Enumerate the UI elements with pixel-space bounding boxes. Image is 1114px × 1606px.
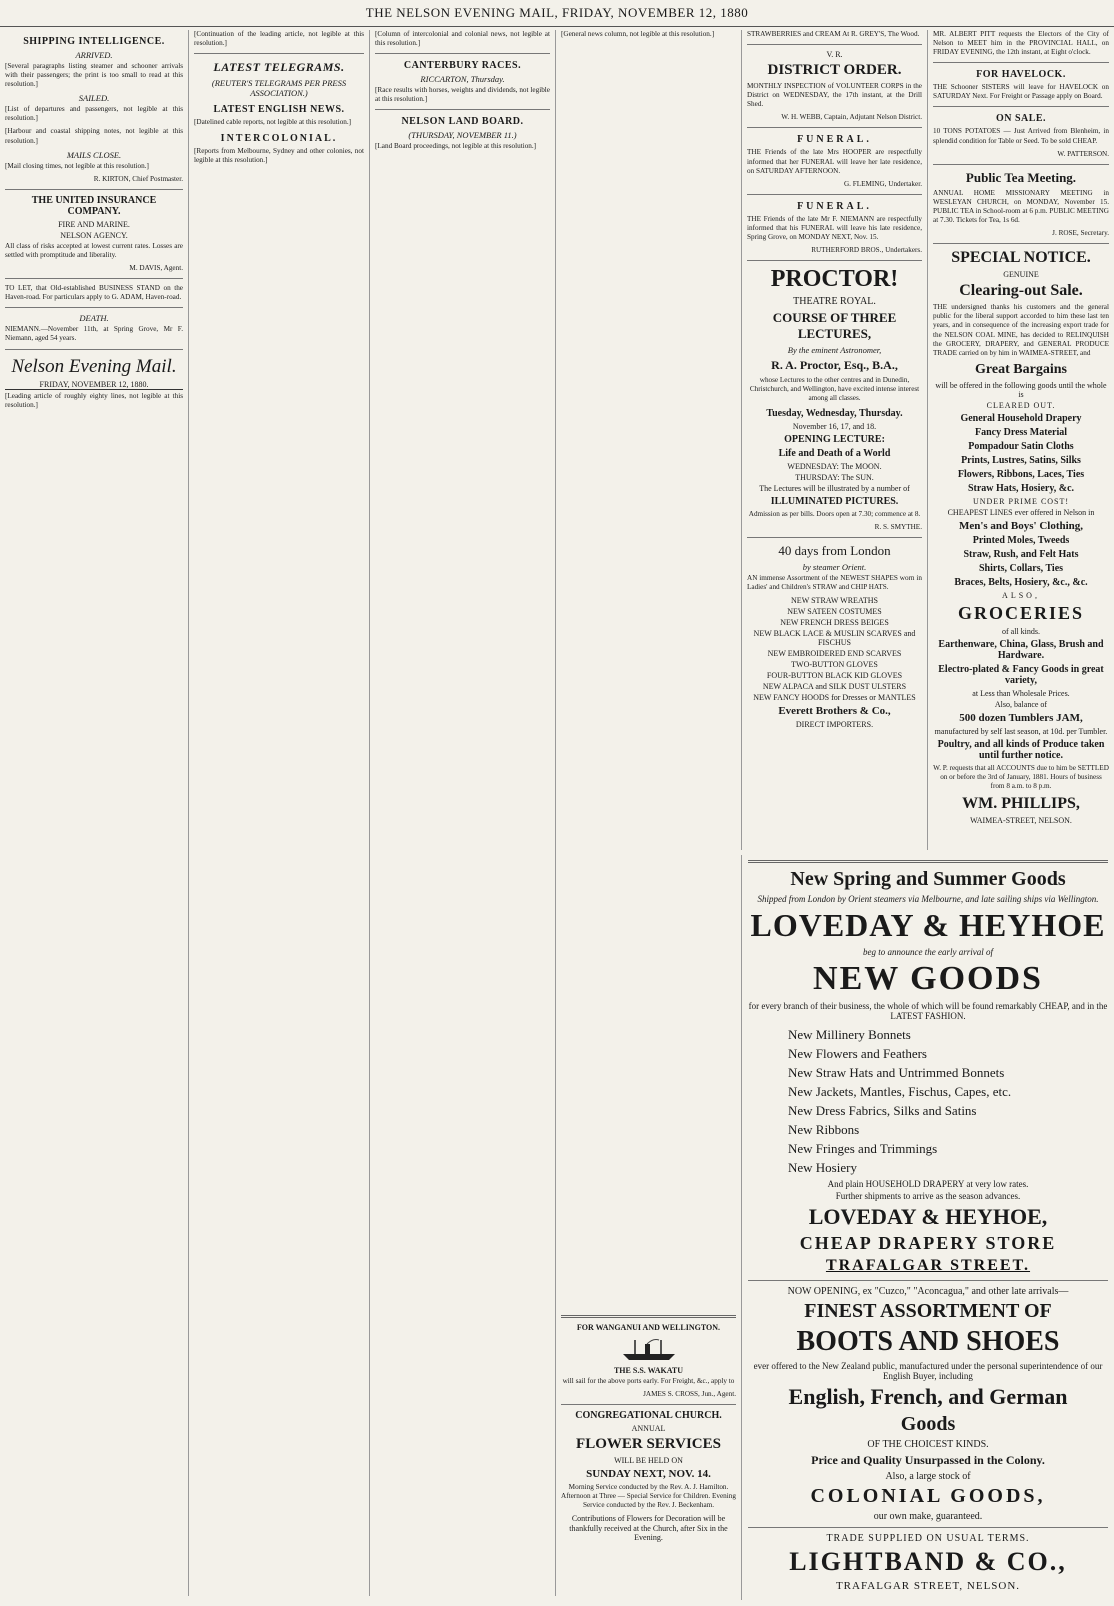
races-heading: CANTERBURY RACES.	[403, 60, 522, 72]
bargains-sub: will be offered in the following goods until the whole is	[935, 380, 1107, 399]
electroplated: Electro-plated & Fancy Goods in great variety,	[938, 663, 1104, 686]
ads-block	[561, 1310, 736, 1546]
insurance-agency: NELSON AGENCY.	[60, 230, 128, 240]
phillips-name: WM. PHILLIPS,	[962, 795, 1080, 813]
price-quality: Price and Quality Unsurpassed in the Colony.	[811, 1453, 1045, 1467]
flower-services-title: FLOWER SERVICES	[576, 1436, 721, 1453]
also-large: Also, a large stock of	[885, 1471, 971, 1482]
onsale-text: 10 TONS POTATOES — Just Arrived from Blenheim, in splendid condition for Table or Seed. To be sold CHEAP.	[933, 127, 1109, 145]
column-2-text: [Continuation of the leading article, not legible at this resolution.]	[194, 30, 364, 48]
beg-line: beg to announce the early arrival of	[863, 947, 993, 957]
insurance-sub: FIRE AND MARINE.	[58, 219, 130, 229]
all-kinds: of all kinds.	[1002, 626, 1040, 636]
strawberries-ad: STRAWBERRIES and CREAM At R. GREY'S, The Wood.	[747, 30, 920, 38]
races-text: [Race results with horses, weights and dividends, not legible at this resolution.]	[375, 86, 550, 104]
telegrams-sub: (REUTER'S TELEGRAMS PER PRESS ASSOCIATION.)	[211, 78, 347, 99]
death-text: NIEMANN.—November 11th, at Spring Grove, Mr F. Niemann, aged 54 years.	[5, 325, 183, 343]
ship-ad-agent: JAMES S. CROSS, Jun., Agent.	[643, 1390, 736, 1399]
list-item: NEW STRAW WREATHS	[791, 595, 878, 605]
genuine: GENUINE	[1003, 270, 1039, 280]
accounts: W. P. requests that all ACCOUNTS due to him be SETTLED on or before the 3rd of January, 1881. Hours of business from 8 a.m. to 8 p.m.	[933, 763, 1109, 790]
sailed-heading: SAILED.	[78, 93, 110, 104]
lightband-title: LIGHTBAND & CO.,	[789, 1547, 1067, 1576]
column-1	[0, 30, 188, 1596]
steamer-line: by steamer Orient.	[802, 561, 867, 572]
phillips-street: WAIMEA-STREET, NELSON.	[970, 816, 1072, 826]
trafalgar-street: TRAFALGAR STREET.	[825, 1257, 1031, 1274]
paper-date: FRIDAY, NOVEMBER 12, 1880.	[5, 380, 183, 390]
forty-days: 40 days from London	[778, 542, 891, 558]
list-item: New Flowers and Feathers	[788, 1046, 927, 1061]
new-goods-list	[788, 1027, 1108, 1176]
lecture-days: Tuesday, Wednesday, Thursday.	[766, 407, 903, 419]
list-item: TWO-BUTTON GLOVES	[791, 659, 878, 669]
spring-goods: New Spring and Summer Goods	[790, 868, 1066, 890]
editorial-text: [Leading article of roughly eighty lines, not legible at this resolution.]	[5, 391, 183, 409]
church-annual: ANNUAL	[631, 1424, 666, 1434]
lecture-thu: THURSDAY: The SUN.	[795, 472, 874, 482]
list-item: NEW ALPACA and SILK DUST ULSTERS	[762, 681, 907, 691]
list-item: Flowers, Ribbons, Laces, Ties	[957, 468, 1085, 480]
illustrated-pre: The Lectures will be illustrated by a number of	[759, 483, 910, 493]
new-goods: NEW GOODS	[813, 960, 1043, 997]
masthead	[0, 0, 1114, 27]
list-item: New Dress Fabrics, Silks and Satins	[788, 1103, 977, 1118]
plain-drapery: And plain HOUSEHOLD DRAPERY at very low rates.	[827, 1179, 1029, 1189]
list-item: FOUR-BUTTON BLACK KID GLOVES	[766, 670, 903, 680]
mens-5: Braces, Belts, Hosiery, &c., &c.	[954, 576, 1088, 588]
immense-text: AN immense Assortment of the NEWEST SHAPES worn in Ladies' and Children's STRAW and CHIP HATS.	[747, 573, 922, 591]
groceries: GROCERIES	[957, 602, 1085, 623]
district-order-sign: W. H. WEBB, Captain, Adjutant Nelson District.	[781, 113, 922, 122]
list-item: General Household Drapery	[960, 412, 1082, 424]
church-date: SUNDAY NEXT, NOV. 14.	[586, 1468, 711, 1481]
clearing-sale: Clearing-out Sale.	[959, 282, 1083, 300]
list-item: NEW FANCY HOODS for Dresses or MANTLES	[753, 692, 916, 702]
boots-text: ever offered to the New Zealand public, manufactured under the personal superintendence of our English Buyer, including	[753, 1361, 1103, 1381]
mails-heading: MAILS CLOSE.	[66, 149, 122, 160]
colonial-goods: COLONIAL GOODS,	[810, 1485, 1046, 1507]
sailed-text: [List of departures and passengers, not legible at this resolution.]	[5, 105, 183, 123]
goods-list-6	[933, 413, 1109, 494]
finest-assortment: FINEST ASSORTMENT OF	[804, 1300, 1052, 1322]
lecture-dates: November 16, 17, and 18.	[792, 421, 877, 431]
ship-ad-text: will sail for the above ports early. For Freight, &c., apply to	[562, 1377, 735, 1385]
english-french-german: English, French, and German	[788, 1384, 1068, 1409]
proctor-title: PROCTOR!	[770, 266, 899, 293]
list-item: NEW EMBROIDERED END SCARVES	[767, 648, 902, 658]
lecture-life: Life and Death of a World	[778, 447, 891, 459]
own-make: our own make, guaranteed.	[873, 1511, 983, 1522]
loveday-title: LOVEDAY & HEYHOE	[750, 907, 1106, 943]
insurance-text: All class of risks accepted at lowest current rates. Losses are settled with promptitude and liberality.	[5, 241, 183, 259]
boots-shoes: BOOTS AND SHOES	[796, 1326, 1060, 1357]
tea-sign: J. ROSE, Secretary.	[1052, 229, 1109, 238]
shipped-line: Shipped from London by Orient steamers via Melbourne, and late sailing ships via Wellington.	[757, 894, 1099, 904]
lectures-text: whose Lectures to the other centres and in Dunedin, Christchurch, and Wellington, have excited intense interest among all classes.	[749, 376, 920, 403]
column-6	[927, 30, 1114, 850]
havelock-text: THE Schooner SISTERS will leave for HAVELOCK on SATURDAY Next. For Freight or Passage apply on Board.	[933, 83, 1109, 101]
church-will: WILL BE HELD ON	[614, 1456, 683, 1466]
tea-text: ANNUAL HOME MISSIONARY MEETING in WESLEYAN CHURCH, on MONDAY, November 15. PUBLIC TEA in School-room at 6 p.m. PUBLIC MEETING at 7.30. Tickets for Tea, 1s 6d.	[933, 188, 1109, 225]
wide-ad-block	[741, 855, 1114, 1600]
column-3	[369, 30, 555, 1596]
list-item: New Hosiery	[788, 1160, 857, 1175]
list-item: NEW FRENCH DRESS BEIGES	[780, 617, 889, 627]
column-2	[188, 30, 369, 1596]
everett-name: Everett Brothers & Co.,	[778, 704, 891, 717]
cleared-out: CLEARED OUT.	[986, 400, 1056, 410]
balance: Also, balance of	[994, 699, 1048, 709]
list-item: New Jackets, Mantles, Fischus, Capes, etc.	[788, 1084, 1012, 1099]
column-5	[741, 30, 927, 850]
paper-title: Nelson Evening Mail.	[11, 355, 177, 377]
lectures-title: COURSE OF THREE LECTURES,	[772, 310, 897, 342]
column-3-text: [Column of intercolonial and colonial news, not legible at this resolution.]	[375, 30, 550, 48]
lectures-sign: R. S. SMYTHE.	[874, 522, 922, 531]
lecture-wed: WEDNESDAY: The MOON.	[787, 461, 882, 471]
cheapest-lines: CHEAPEST LINES ever offered in Nelson in	[947, 507, 1095, 517]
church-text: Morning Service conducted by the Rev. A. J. Hamilton. Afternoon at Three — Special Service for Children. Evening Service conducted by the Rev. J. Beckenham.	[561, 1483, 736, 1510]
list-item: NEW BLACK LACE & MUSLIN SCARVES and FISCHUS	[753, 628, 916, 647]
land-board-heading: NELSON LAND BOARD.	[401, 116, 524, 128]
masthead-title: THE NELSON EVENING MAIL, FRIDAY, NOVEMBER 12, 1880	[365, 5, 749, 20]
insurance-agent: M. DAVIS, Agent.	[129, 264, 183, 273]
list-item: New Ribbons	[788, 1122, 860, 1137]
ship-icon	[619, 1336, 679, 1362]
district-order-text: MONTHLY INSPECTION of VOLUNTEER CORPS in the District on WEDNESDAY, the 17th instant, at the Drill Shed.	[747, 82, 922, 109]
ship-ad-name: THE S.S. WAKATU	[613, 1366, 684, 1375]
intercolonial-text: [Reports from Melbourne, Sydney and other colonies, not legible at this resolution.]	[194, 147, 364, 165]
list-item: New Millinery Bonnets	[788, 1027, 911, 1042]
earthenware: Earthenware, China, Glass, Brush and Hardware.	[938, 638, 1104, 661]
funeral-2-sign: RUTHERFORD BROS., Undertakers.	[811, 246, 922, 255]
arrived-text: [Several paragraphs listing steamer and schooner arrivals with their passengers; the print is too small to read at this resolution.]	[5, 62, 183, 89]
further-shipments: Further shipments to arrive as the season advances.	[835, 1191, 1021, 1201]
insurance-title: THE UNITED INSURANCE COMPANY.	[31, 194, 157, 217]
races-sub: RICCARTON, Thursday.	[420, 74, 505, 85]
list-item: Prints, Lustres, Satins, Silks	[961, 454, 1081, 466]
telegrams-heading: LATEST TELEGRAMS.	[213, 60, 345, 75]
theatre-name: THEATRE ROYAL.	[793, 296, 876, 308]
trade-supplied: TRADE SUPPLIED ON USUAL TERMS.	[826, 1533, 1030, 1544]
jam-dozen: 500 dozen Tumblers JAM,	[959, 711, 1083, 724]
prime-cost: UNDER PRIME COST!	[972, 496, 1070, 506]
intercolonial-heading: INTERCOLONIAL.	[220, 133, 338, 145]
to-let-ad: TO LET, that Old-established BUSINESS STAND on the Haven-road. For particulars apply to G. ADAM, Haven-road.	[5, 284, 183, 302]
onsale-sign: W. PATTERSON.	[1057, 149, 1109, 158]
list-item: Straw Hats, Hosiery, &c.	[967, 482, 1075, 494]
arrived-heading: ARRIVED.	[75, 50, 113, 60]
clearing-text: THE undersigned thanks his customers and the general public for the liberal support accorded to him these last ten years, and in consequence of the increasing export trade for the NELSON COAL MINE, has decided to RELINQUISH the GROCERY, DRAPERY, and GENERAL PRODUCE TRADE carried on by him in WAIMEA-STREET, and	[933, 303, 1109, 357]
church-heading: CONGREGATIONAL CHURCH.	[575, 1410, 722, 1422]
land-board-text: [Land Board proceedings, not legible at this resolution.]	[375, 142, 537, 151]
lectures-by: By the eminent Astronomer,	[787, 345, 882, 356]
vr-mark: V. R.	[826, 50, 843, 60]
every-branch: for every branch of their business, the whole of which will be found remarkably CHEAP, and in the LATEST FASHION.	[748, 1001, 1108, 1021]
mens-4: Shirts, Collars, Ties	[978, 562, 1064, 574]
funeral-1-heading: FUNERAL.	[797, 134, 872, 146]
cheap-drapery: CHEAP DRAPERY STORE	[799, 1233, 1057, 1253]
poultry: Poultry, and all kinds of Produce taken until further notice.	[937, 738, 1105, 761]
everett-sub: DIRECT IMPORTERS.	[795, 719, 874, 729]
mails-text: [Mail closing times, not legible at this resolution.]	[5, 161, 149, 170]
also-label: ALSO,	[1002, 590, 1040, 600]
tea-heading: Public Tea Meeting.	[965, 169, 1077, 185]
column-4	[555, 30, 741, 1596]
mails-signature: R. KIRTON, Chief Postmaster.	[93, 174, 183, 183]
english-news-heading: LATEST ENGLISH NEWS.	[213, 104, 345, 116]
district-order-title: DISTRICT ORDER.	[767, 62, 902, 79]
illuminated-pictures: ILLUMINATED PICTURES.	[770, 495, 899, 507]
list-item: New Straw Hats and Untrimmed Bonnets	[788, 1065, 1005, 1080]
list-item: NEW SATEEN COSTUMES	[787, 606, 882, 616]
telegrams-text: [Datelined cable reports, not legible at this resolution.]	[194, 118, 352, 127]
great-bargains: Great Bargains	[975, 361, 1067, 377]
lecturer-name: R. A. Proctor, Esq., B.A.,	[771, 358, 898, 373]
funeral-1-text: THE Friends of the late Mrs HOOPER are respectfully informed that her FUNERAL will leave her late residence, on SATURDAY AFTERNOON.	[747, 148, 922, 175]
now-opening: NOW OPENING, ex "Cuzco," "Aconcagua," and other late arrivals—	[787, 1286, 1069, 1297]
port-text: [Harbour and coastal shipping notes, not legible at this resolution.]	[5, 127, 183, 145]
havelock-heading: FOR HAVELOCK.	[976, 69, 1066, 81]
special-notice: SPECIAL NOTICE.	[951, 249, 1091, 267]
low-price: at Less than Wholesale Prices.	[972, 688, 1070, 698]
mens-clothing: Men's and Boys' Clothing,	[958, 519, 1084, 532]
church-foot: Contributions of Flowers for Decoration will be thankfully received at the Church, after Six in the Evening.	[569, 1514, 728, 1542]
mens-3: Straw, Rush, and Felt Hats	[963, 548, 1079, 560]
lightband-address: TRAFALGAR STREET, NELSON.	[835, 1580, 1021, 1592]
column-4-text: [General news column, not legible at this resolution.]	[561, 30, 715, 38]
funeral-1-sign: G. FLEMING, Undertaker.	[843, 179, 922, 188]
list-item: Fancy Dress Material	[974, 426, 1067, 438]
mens-2: Printed Moles, Tweeds	[972, 534, 1070, 546]
pitt-text: MR. ALBERT PITT requests the Electors of the City of Nelson to MEET him in the PROVINCIAL HALL, on FRIDAY EVENING, the 12th instant, at Eight o'clock.	[933, 30, 1109, 57]
funeral-2-heading: FUNERAL.	[797, 200, 872, 212]
shipping-heading: SHIPPING INTELLIGENCE.	[23, 36, 165, 47]
lectures-foot: Admission as per bills. Doors open at 7.30; commence at 8.	[748, 509, 921, 518]
list-item: Pompadour Satin Cloths	[968, 440, 1074, 452]
jam-sub: manufactured by self last season, at 10d. per Tumbler.	[934, 726, 1108, 736]
goods-word: Goods	[900, 1413, 956, 1435]
choicest: OF THE CHOICEST KINDS.	[867, 1439, 989, 1450]
opening-lecture: OPENING LECTURE:	[784, 433, 885, 445]
funeral-2-text: THE Friends of the late Mr F. NIEMANN are respectfully informed that his FUNERAL will leave his late residence, Spring Grove, on MONDAY NEXT, Nov. 15.	[747, 214, 922, 242]
land-board-sub: (THURSDAY, NOVEMBER 11.)	[408, 130, 517, 141]
onsale-heading: ON SALE.	[995, 113, 1047, 125]
loveday-2: LOVEDAY & HEYHOE,	[808, 1204, 1048, 1229]
goods-list-5	[747, 596, 922, 702]
ship-ad-heading: FOR WANGANUI AND WELLINGTON.	[576, 1323, 721, 1332]
death-heading: DEATH.	[79, 313, 109, 324]
list-item: New Fringes and Trimmings	[788, 1141, 938, 1156]
